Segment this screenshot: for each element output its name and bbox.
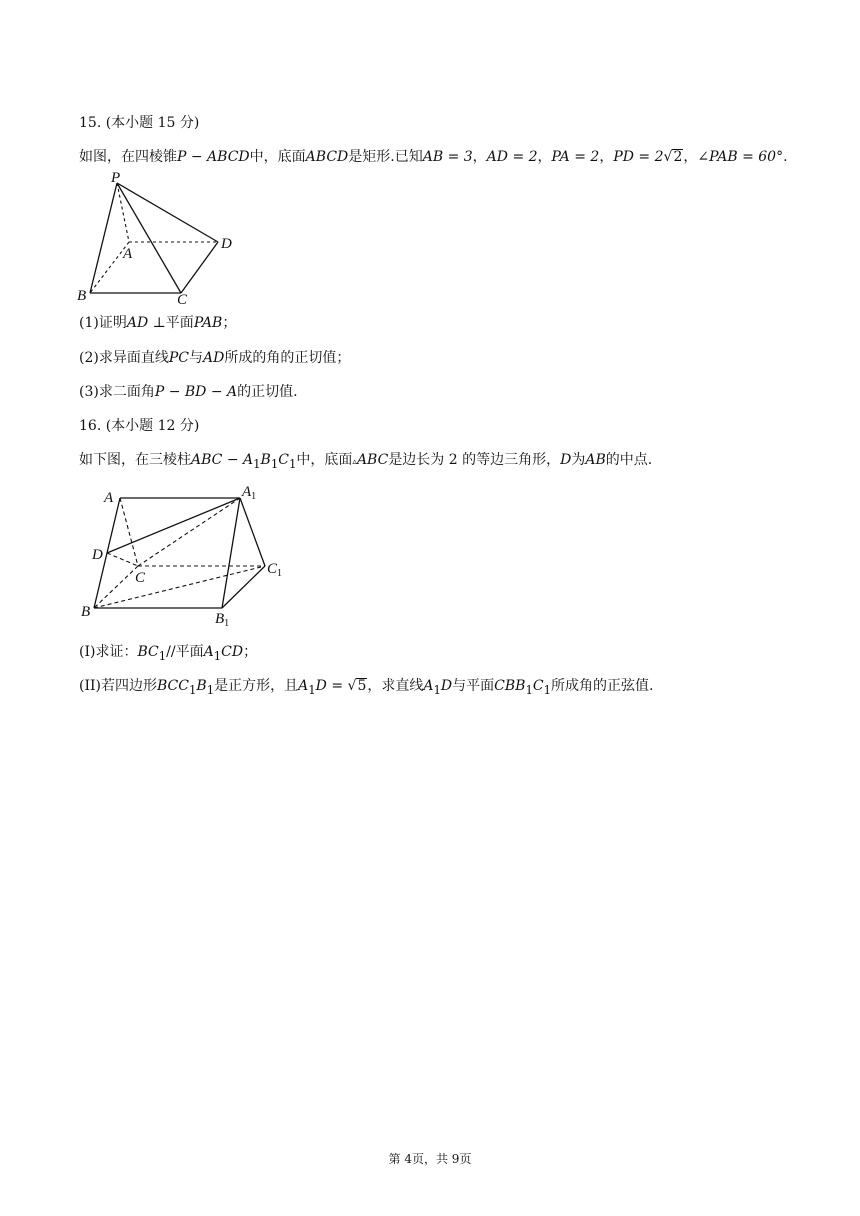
label-A1: $A_1$ [242, 484, 257, 502]
label-C1: $C_1$ [267, 561, 283, 579]
problem-15-stem: 如图，在四棱锥P − ABCD中，底面ABCD是矩形.已知AB = 3，AD = 2，PA = 2，PD = 2√2，∠PAB = 60°. [79, 149, 788, 165]
problem-15-q2: (2)求异面直线PC与AD所成的角的正切值； [79, 350, 351, 366]
label-P: P [111, 170, 121, 186]
problem-15-header: 15. (本小题 15 分) [79, 115, 200, 131]
problem-16-q2: (II)若四边形$BCC_1B_1$是正方形，且$A_1D = √5$，求直线$A_1D$与平面$CBB_1C_1$所成角的正弦值. [79, 678, 654, 697]
label-C: C [177, 292, 188, 308]
label-D: D [221, 236, 232, 252]
label-A: A [104, 490, 114, 506]
prism-figure [75, 478, 295, 630]
problem-16-header: 16. (本小题 12 分) [79, 418, 200, 434]
label-C: C [135, 570, 146, 586]
label-A: A [123, 246, 133, 262]
page-footer: 第 4页，共 9页 [388, 1152, 472, 1166]
problem-15-q3: (3)求二面角P − BD − A的正切值. [79, 384, 298, 400]
problem-16-stem: 如下图，在三棱柱ABC − $A_1B_1C_1$中，底面▵ABC是边长为 2 的等边三角形，D为AB的中点. [79, 452, 653, 471]
problem-16-q1: (I)求证：$BC_1//$平面$A_1CD$； [79, 644, 258, 663]
label-B: B [81, 604, 91, 620]
pyramid-figure [75, 170, 245, 310]
label-B: B [77, 288, 87, 304]
label-B1: $B_1$ [215, 611, 230, 629]
problem-15-q1: (1)证明AD ⊥平面PAB； [79, 315, 237, 331]
label-D: D [92, 547, 103, 563]
